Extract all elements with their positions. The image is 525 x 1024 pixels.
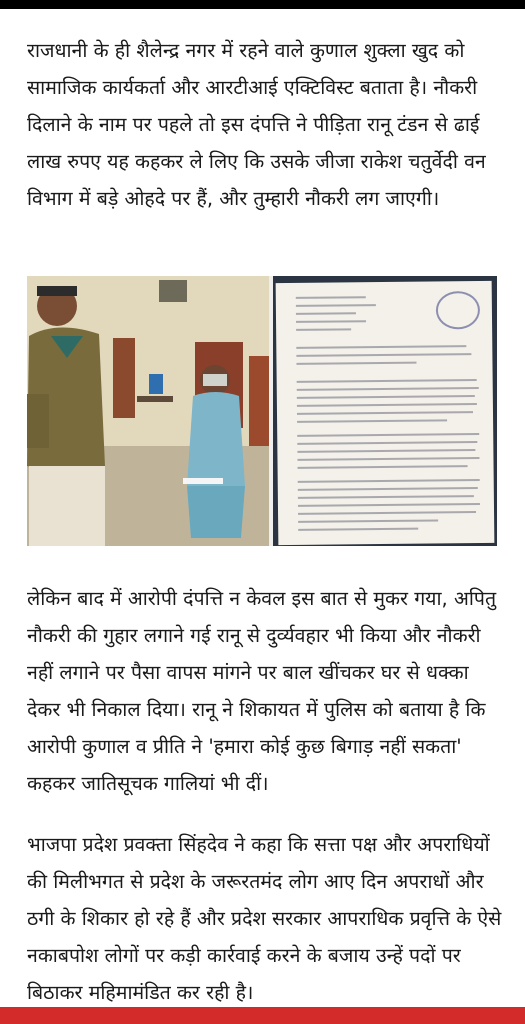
article-image[interactable] xyxy=(27,276,497,546)
article-paragraph-1: राजधानी के ही शैलेन्द्र नगर में रहने वाले कुणाल शुक्ला खुद को सामाजिक कार्यकर्ता और आरटीआई एक्टिविस्ट बताता है। नौकरी दिलाने के नाम पर पहले तो इस दंपत्ति ने पीड़िता रानू टंडन से ढाई लाख रुपए यह कहकर ले लिए कि उसके जीजा राकेश चतुर्वेदी वन विभाग में बड़े ओहदे पर हैं, और तुम्हारी नौकरी लग जाएगी। xyxy=(27,39,486,210)
office-stamp-icon xyxy=(436,291,480,329)
complaint-photo xyxy=(27,276,269,546)
top-bar xyxy=(0,0,525,9)
article-paragraph-2: लेकिन बाद में आरोपी दंपत्ति न केवल इस बात से मुकर गया, अपितु नौकरी की गुहार लगाने गई रानू से दुर्व्यवहार भी किया और नौकरी नहीं लगाने पर पैसा वापस मांगने पर बाल खींचकर घर से धक्का देकर भी निकाल दिया। रानू ने शिकायत में पुलिस को बताया है कि आरोपी कुणाल व प्रीति ने 'हमारा कोई कुछ बिगाड़ नहीं सकता' कहकर जातिसूचक गालियां भी दीं। xyxy=(27,587,497,795)
complaint-document-image xyxy=(273,276,497,546)
photo-illustration xyxy=(27,276,269,546)
bottom-red-bar xyxy=(0,1007,525,1024)
article-paragraph-3: भाजपा प्रदेश प्रवक्ता सिंहदेव ने कहा कि सत्ता पक्ष और अपराधियों की मिलीभगत से प्रदेश के जरूरतमंद लोग आए दिन अपराधों और ठगी के शिकार हो रहे हैं और प्रदेश सरकार आपराधिक प्रवृत्ति के ऐसे नकाबपोश लोगों पर कड़ी कार्रवाई करने के बजाय उन्हें पदों पर बिठाकर महिमामंडित कर रही है। xyxy=(27,833,502,1004)
document-page xyxy=(276,281,495,545)
